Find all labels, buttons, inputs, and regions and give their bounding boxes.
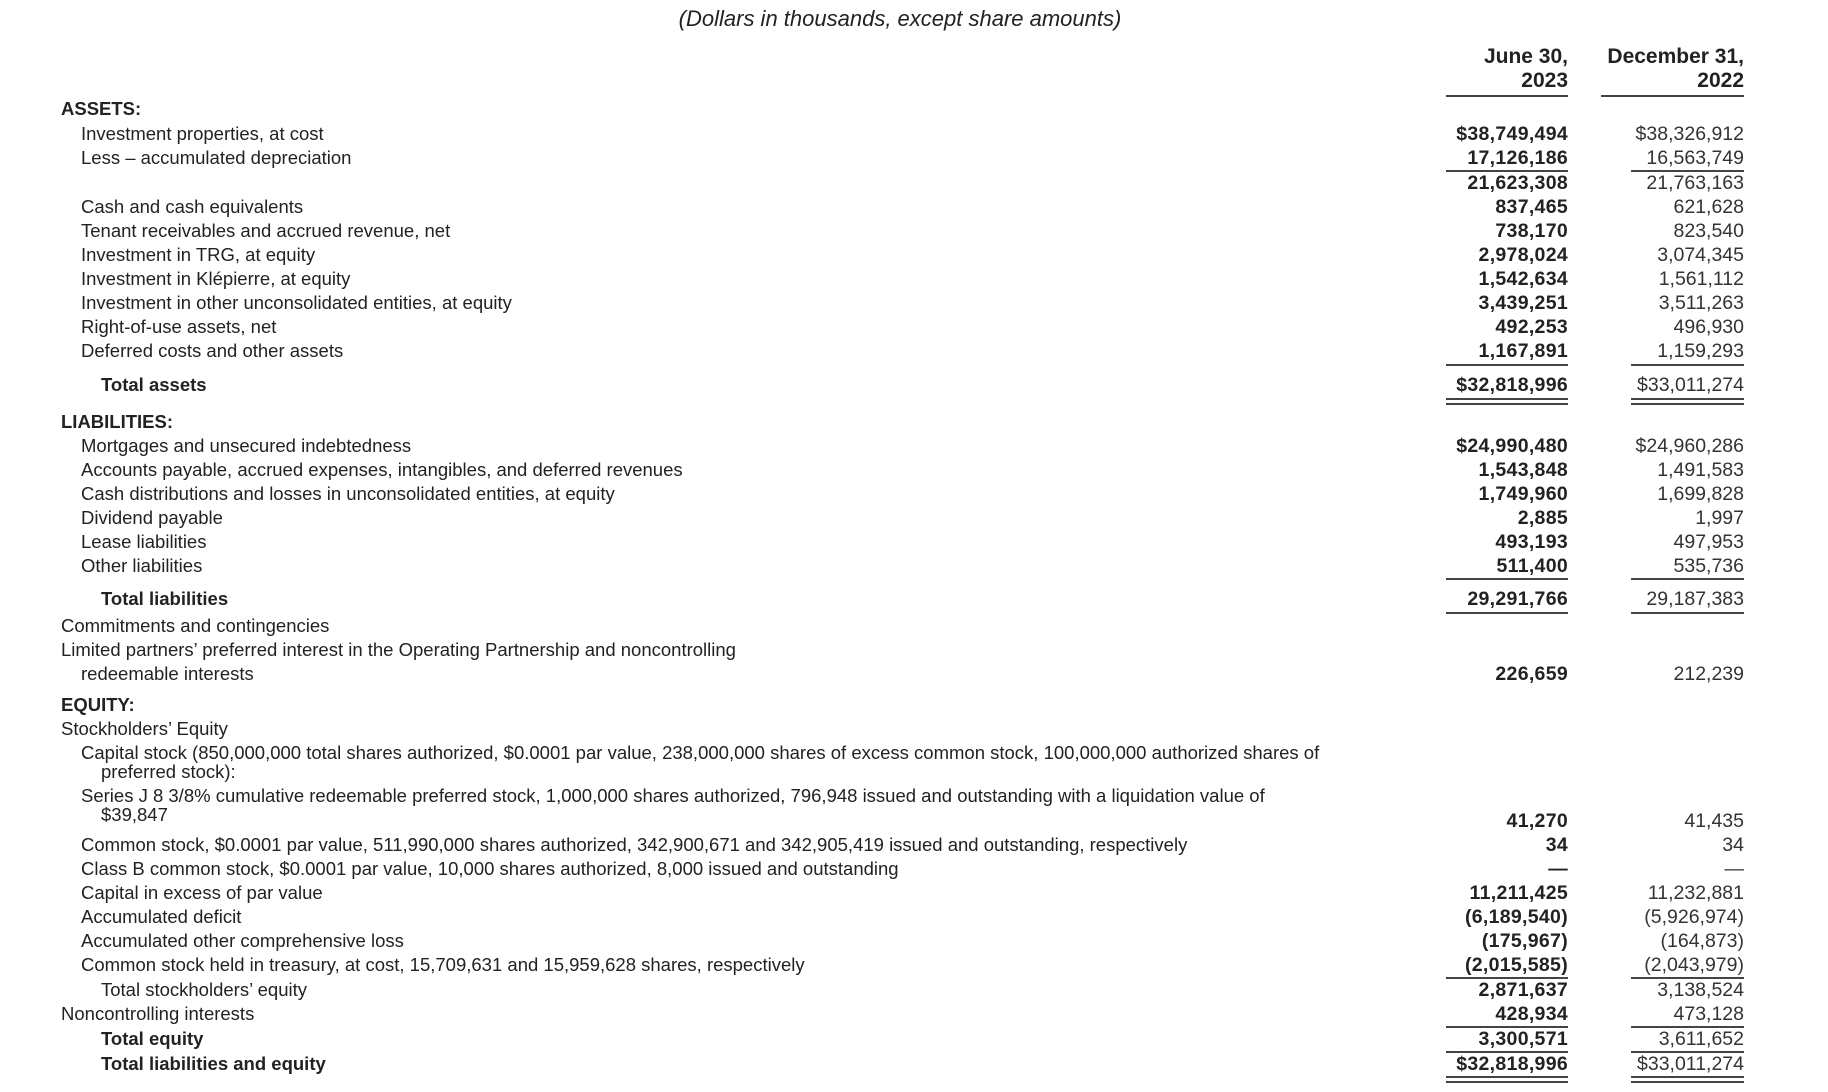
value-2023: 1,543,848 bbox=[1478, 459, 1568, 481]
row-label: preferred stock): bbox=[101, 761, 236, 782]
value-2023: 2,885 bbox=[1517, 507, 1568, 529]
value-2023: 29,291,766 bbox=[1467, 588, 1568, 610]
value-2022: (164,873) bbox=[1660, 930, 1744, 952]
value-2022: $38,326,912 bbox=[1635, 123, 1744, 145]
row-label: Accounts payable, accrued expenses, intangibles, and deferred revenues bbox=[81, 459, 683, 480]
table-row bbox=[0, 506, 1828, 530]
value-2023: 17,126,186 bbox=[1467, 147, 1568, 169]
limited-partners-row bbox=[0, 638, 1828, 662]
value-2022: $33,011,274 bbox=[1637, 1053, 1744, 1075]
value-2022: 41,435 bbox=[1684, 810, 1744, 832]
row-label: Capital stock (850,000,000 total shares authorized, $0.0001 par value, 238,000,000 shares of excess common stock, 100,000,000 authorized shares of bbox=[81, 742, 1320, 763]
row-label: Deferred costs and other assets bbox=[81, 340, 344, 361]
section-header-equity: EQUITY: bbox=[61, 694, 135, 715]
value-2022: 1,491,583 bbox=[1657, 459, 1744, 481]
value-2022: 3,074,345 bbox=[1657, 244, 1744, 266]
equity-header-row bbox=[0, 693, 1828, 717]
row-label: Investment in TRG, at equity bbox=[81, 244, 316, 265]
row-label: Investment in other unconsolidated entities, at equity bbox=[81, 292, 512, 313]
table-row bbox=[0, 291, 1828, 315]
value-2023: 511,400 bbox=[1496, 555, 1568, 577]
total-double-rule bbox=[1446, 1076, 1568, 1083]
table-row bbox=[0, 833, 1828, 857]
value-2022: 3,611,652 bbox=[1658, 1028, 1744, 1050]
value-2023: 428,934 bbox=[1495, 1003, 1568, 1025]
total-liabilities-and-equity-row bbox=[0, 1052, 1828, 1076]
table-row bbox=[0, 339, 1828, 363]
statement-subtitle: (Dollars in thousands, except share amounts) bbox=[678, 6, 1122, 31]
value-2023: 492,253 bbox=[1495, 316, 1568, 338]
value-2023: 1,749,960 bbox=[1478, 483, 1568, 505]
value-2023: 837,465 bbox=[1495, 196, 1568, 218]
section-header-assets: ASSETS: bbox=[61, 98, 142, 119]
limited-partners-row-cont bbox=[0, 662, 1828, 686]
value-2023: (175,967) bbox=[1481, 930, 1568, 952]
total-stockholders-equity-row bbox=[0, 978, 1828, 1002]
subtotal-rule bbox=[1631, 578, 1744, 580]
row-label: Noncontrolling interests bbox=[61, 1003, 255, 1024]
value-2023: 738,170 bbox=[1495, 220, 1568, 242]
value-2022: (5,926,974) bbox=[1644, 906, 1744, 928]
value-2022: 1,561,112 bbox=[1658, 268, 1744, 290]
row-label: Accumulated other comprehensive loss bbox=[81, 930, 404, 951]
row-label: Less – accumulated depreciation bbox=[81, 147, 352, 168]
row-label: Investment properties, at cost bbox=[81, 123, 324, 144]
value-2023: 1,167,891 bbox=[1478, 340, 1568, 362]
value-2022: 3,138,524 bbox=[1657, 979, 1744, 1001]
total-double-rule bbox=[1631, 1076, 1744, 1083]
value-2023: — bbox=[1548, 858, 1568, 880]
value-2023: 2,871,637 bbox=[1478, 979, 1568, 1001]
value-2022: 1,699,828 bbox=[1657, 483, 1744, 505]
table-row bbox=[0, 122, 1828, 146]
value-2022: 496,930 bbox=[1673, 316, 1744, 338]
value-2022: 3,511,263 bbox=[1658, 292, 1744, 314]
row-label: Limited partners’ preferred interest in the Operating Partnership and noncontrolling bbox=[61, 639, 736, 660]
value-2022: 212,239 bbox=[1673, 663, 1744, 685]
value-2023: 34 bbox=[1545, 834, 1568, 856]
column-header-june-2023 bbox=[1446, 45, 1568, 97]
noncontrolling-interests-row bbox=[0, 1002, 1828, 1026]
row-label: Right-of-use assets, net bbox=[81, 316, 277, 337]
value-2023: 21,623,308 bbox=[1467, 172, 1568, 194]
column-header-line2: 2022 bbox=[1697, 69, 1744, 92]
table-row bbox=[0, 171, 1828, 195]
capital-stock-row-cont bbox=[0, 760, 1828, 784]
table-row bbox=[0, 929, 1828, 953]
row-label: Mortgages and unsecured indebtedness bbox=[81, 435, 412, 456]
total-liabilities-row bbox=[0, 587, 1828, 611]
subtotal-rule bbox=[1631, 364, 1744, 366]
row-label: Capital in excess of par value bbox=[81, 882, 323, 903]
value-2023: 493,193 bbox=[1495, 531, 1568, 553]
value-2022: 497,953 bbox=[1673, 531, 1744, 553]
value-2022: 473,128 bbox=[1673, 1003, 1744, 1025]
section-header-liabilities: LIABILITIES: bbox=[61, 411, 174, 432]
value-2022: 11,232,881 bbox=[1647, 882, 1744, 904]
value-2023: $24,990,480 bbox=[1456, 435, 1568, 457]
table-row bbox=[0, 146, 1828, 170]
value-2022: 34 bbox=[1722, 834, 1744, 856]
value-2023: 41,270 bbox=[1506, 810, 1568, 832]
row-label: redeemable interests bbox=[81, 663, 254, 684]
row-label: Common stock held in treasury, at cost, 15,709,631 and 15,959,628 shares, respectively bbox=[81, 954, 805, 975]
value-2023: 3,300,571 bbox=[1478, 1028, 1568, 1050]
value-2022: 823,540 bbox=[1673, 220, 1744, 242]
row-label: Commitments and contingencies bbox=[61, 615, 330, 636]
row-label: Cash distributions and losses in unconsolidated entities, at equity bbox=[81, 483, 615, 504]
row-label: Total stockholders’ equity bbox=[101, 979, 308, 1000]
value-2022: $24,960,286 bbox=[1635, 435, 1744, 457]
table-row bbox=[0, 482, 1828, 506]
value-2022: (2,043,979) bbox=[1644, 954, 1744, 976]
commitments-row bbox=[0, 614, 1828, 638]
value-2022: 29,187,383 bbox=[1646, 588, 1744, 610]
table-row bbox=[0, 530, 1828, 554]
value-2023: 226,659 bbox=[1495, 663, 1568, 685]
value-2022: 16,563,749 bbox=[1646, 147, 1744, 169]
row-label: Common stock, $0.0001 par value, 511,990,000 shares authorized, 342,900,671 and 342,905,419 issued and outstanding, respectively bbox=[81, 834, 1188, 855]
value-2022: 621,628 bbox=[1673, 196, 1744, 218]
value-2023: 1,542,634 bbox=[1478, 268, 1568, 290]
value-2022: 21,763,163 bbox=[1646, 172, 1744, 194]
row-label: Other liabilities bbox=[81, 555, 203, 576]
value-2023: (6,189,540) bbox=[1464, 906, 1568, 928]
row-label: Stockholders’ Equity bbox=[61, 718, 228, 739]
table-row bbox=[0, 458, 1828, 482]
column-header-dec-2022 bbox=[1601, 45, 1744, 97]
table-row bbox=[0, 953, 1828, 977]
table-row bbox=[0, 434, 1828, 458]
table-row bbox=[0, 881, 1828, 905]
value-2023: $32,818,996 bbox=[1456, 374, 1568, 396]
value-2023: 3,439,251 bbox=[1478, 292, 1568, 314]
subtotal-rule bbox=[1446, 364, 1568, 366]
value-2022: 1,159,293 bbox=[1657, 340, 1744, 362]
row-label: Lease liabilities bbox=[81, 531, 207, 552]
row-label: Investment in Klépierre, at equity bbox=[81, 268, 351, 289]
stockholders-equity-row bbox=[0, 717, 1828, 741]
table-row bbox=[0, 315, 1828, 339]
value-2023: $38,749,494 bbox=[1456, 123, 1568, 145]
column-header-line1: June 30, bbox=[1483, 45, 1568, 68]
row-label: Dividend payable bbox=[81, 507, 223, 528]
value-2023: (2,015,585) bbox=[1464, 954, 1568, 976]
subtotal-rule bbox=[1446, 578, 1568, 580]
value-2023: 11,211,425 bbox=[1469, 882, 1568, 904]
value-2023: 2,978,024 bbox=[1478, 244, 1568, 266]
total-assets-row bbox=[0, 373, 1828, 397]
row-label: Total liabilities and equity bbox=[101, 1053, 326, 1074]
row-label: Total equity bbox=[101, 1028, 204, 1049]
row-label: Class B common stock, $0.0001 par value, 10,000 shares authorized, 8,000 issued and outstanding bbox=[81, 858, 899, 879]
series-j-row-cont bbox=[0, 803, 1828, 832]
value-2022: $33,011,274 bbox=[1637, 374, 1744, 396]
table-row bbox=[0, 267, 1828, 291]
table-row bbox=[0, 857, 1828, 881]
row-label: Accumulated deficit bbox=[81, 906, 242, 927]
liabilities-header-row bbox=[0, 410, 1828, 434]
row-label: Total assets bbox=[101, 374, 207, 395]
column-header-line2: 2023 bbox=[1521, 69, 1568, 92]
table-row bbox=[0, 219, 1828, 243]
row-label: Total liabilities bbox=[101, 588, 229, 609]
assets-header-row bbox=[0, 97, 1828, 121]
total-double-rule bbox=[1446, 398, 1568, 405]
table-row bbox=[0, 554, 1828, 578]
row-label: $39,847 bbox=[101, 804, 168, 825]
total-double-rule bbox=[1631, 398, 1744, 405]
value-2022: 535,736 bbox=[1673, 555, 1744, 577]
row-label: Cash and cash equivalents bbox=[81, 196, 304, 217]
row-label: Tenant receivables and accrued revenue, net bbox=[81, 220, 451, 241]
table-row bbox=[0, 195, 1828, 219]
total-equity-row bbox=[0, 1027, 1828, 1051]
value-2022: 1,997 bbox=[1695, 507, 1744, 529]
value-2023: $32,818,996 bbox=[1456, 1053, 1568, 1075]
column-header-line1: December 31, bbox=[1607, 45, 1744, 68]
row-label: Series J 8 3/8% cumulative redeemable preferred stock, 1,000,000 shares authorized, 796,948 issued and outstanding with a liquidation value of bbox=[81, 785, 1265, 806]
table-row bbox=[0, 905, 1828, 929]
value-2022: — bbox=[1724, 858, 1744, 880]
table-row bbox=[0, 243, 1828, 267]
